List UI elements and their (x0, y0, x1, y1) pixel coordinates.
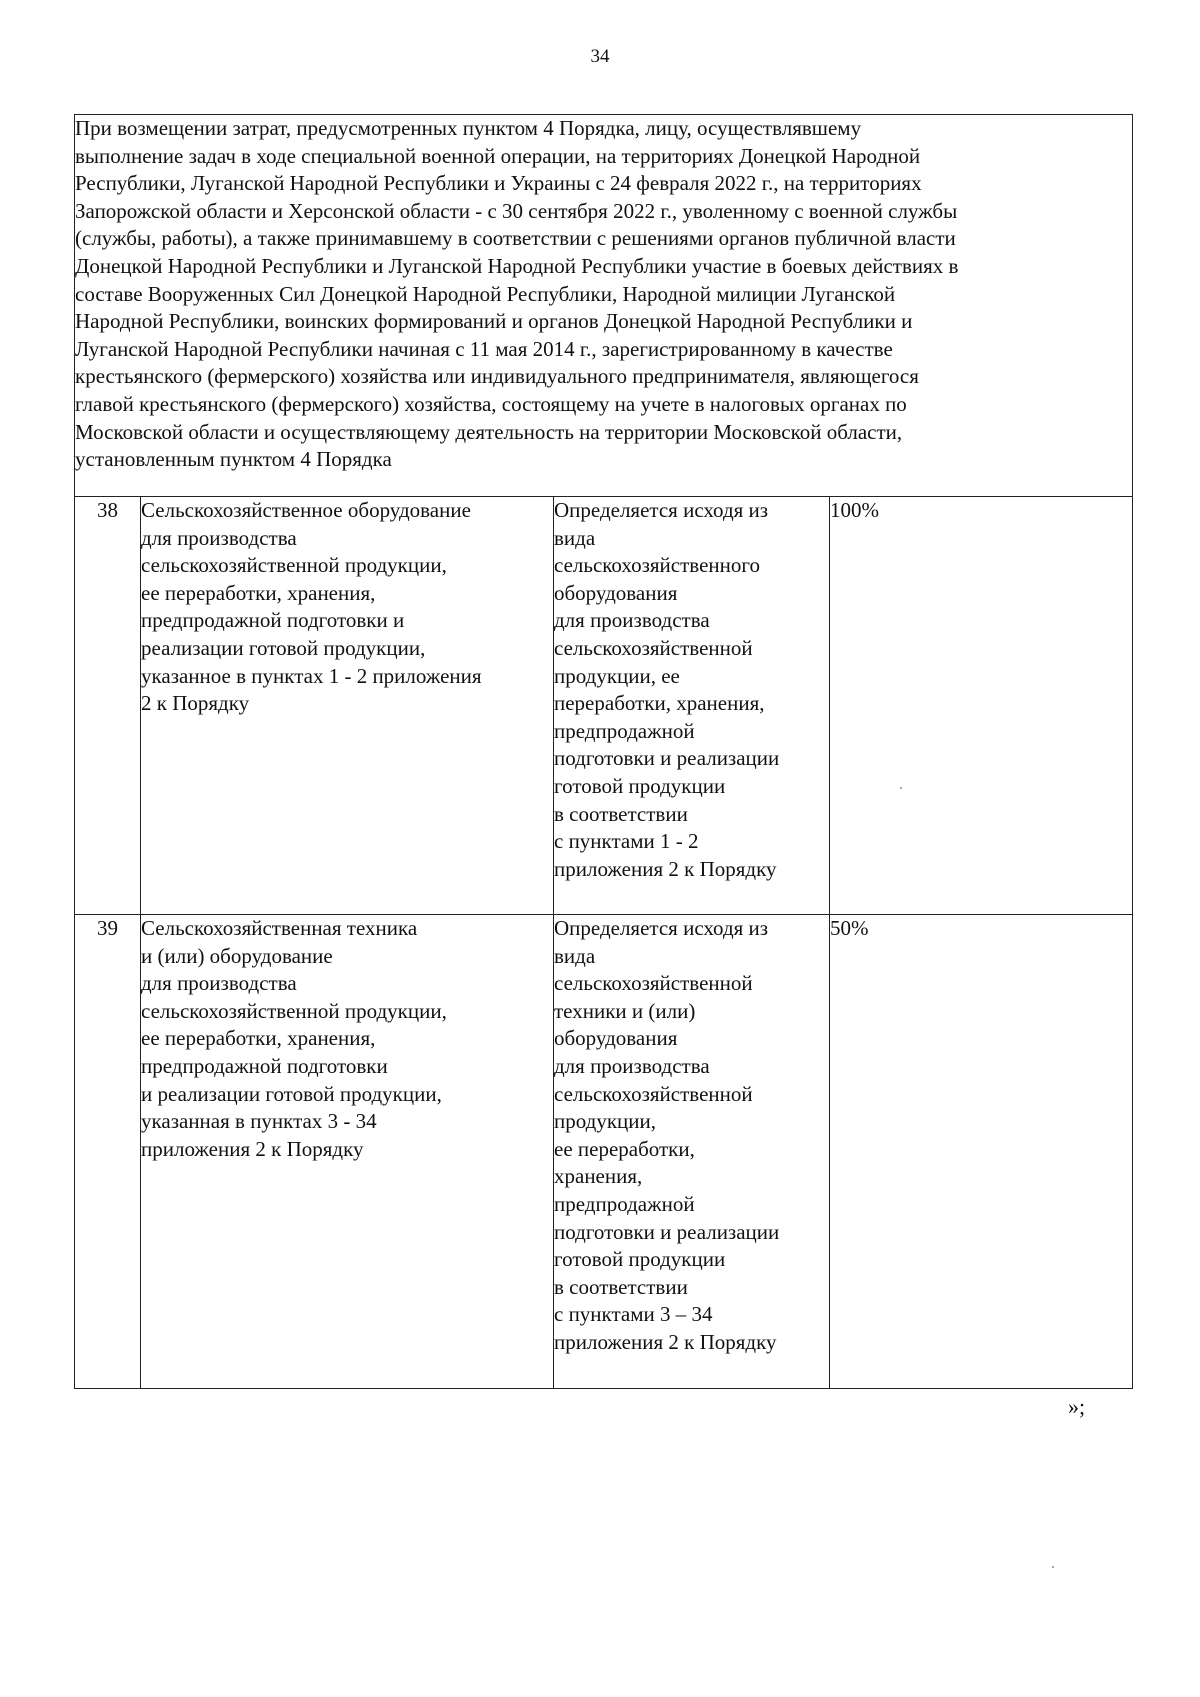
condition-line: Определяется исходя из (554, 916, 769, 940)
condition-line: оборудования (554, 1026, 678, 1051)
description-line: и (или) оборудование (141, 943, 333, 968)
description-line: сельскохозяйственной продукции, (141, 998, 447, 1023)
intro-line: установленным пунктом 4 Порядка (75, 447, 392, 472)
description-line: 2 к Порядку (141, 691, 250, 716)
description-line: сельскохозяйственной продукции, (141, 553, 447, 578)
intro-line: Народной Республики, воинских формирований и органов Донецкой Народной Республики и (75, 309, 913, 334)
condition-line: подготовки и реализации (554, 746, 780, 771)
table-row (75, 497, 1133, 915)
intro-line: Луганской Народной Республики начиная с 11 мая 2014 г., зарегистрированному в качестве (75, 336, 893, 361)
row-condition (554, 915, 830, 1389)
row-rate: 50% (830, 915, 1133, 1389)
condition-line: переработки, хранения, (554, 691, 765, 716)
condition-line: Определяется исходя из (554, 498, 769, 522)
intro-line: составе Вооруженных Сил Донецкой Народной Республики, Народной милиции Луганской (75, 281, 896, 306)
intro-line: крестьянского (фермерского) хозяйства или индивидуального предпринимателя, являющегося (75, 364, 919, 389)
intro-line: главой крестьянского (фермерского) хозяйства, состоящему на учете в налоговых органах по (75, 391, 907, 416)
condition-line: продукции, ее (554, 663, 680, 688)
description-line: указанная в пунктах 3 - 34 (141, 1109, 377, 1134)
description-line: и реализации готовой продукции, (141, 1081, 442, 1106)
condition-line: с пунктами 3 – 34 (554, 1302, 713, 1327)
condition-line: техники и (или) (554, 998, 696, 1023)
condition-line: готовой продукции (554, 773, 726, 798)
compensation-table (74, 114, 1133, 1389)
intro-line: Запорожской области и Херсонской области - с 30 сентября 2022 г., уволенному с военной службы (75, 198, 958, 223)
description-line: приложения 2 к Порядку (141, 1136, 364, 1161)
description-line: ее переработки, хранения, (141, 580, 376, 605)
condition-line: вида (554, 525, 596, 550)
condition-line: приложения 2 к Порядку (554, 856, 777, 881)
description-line: для производства (141, 971, 297, 996)
condition-line: сельскохозяйственной (554, 635, 753, 660)
description-line: Сельскохозяйственная техника (141, 916, 418, 940)
condition-line: в соответствии (554, 1274, 688, 1299)
condition-line: приложения 2 к Порядку (554, 1329, 777, 1354)
scan-speck (1052, 1566, 1054, 1568)
row-description (141, 915, 554, 1389)
description-line: Сельскохозяйственное оборудование (141, 498, 471, 522)
scan-speck (900, 787, 902, 789)
description-line: реализации готовой продукции, (141, 635, 426, 660)
row-rate: 100% (830, 497, 1133, 915)
intro-cell (75, 115, 1133, 497)
page-number: 34 (590, 46, 610, 67)
description-line: предпродажной подготовки и (141, 608, 405, 633)
condition-line: предпродажной (554, 1191, 695, 1216)
condition-line: подготовки и реализации (554, 1219, 780, 1244)
condition-line: хранения, (554, 1164, 643, 1189)
condition-line: в соответствии (554, 801, 688, 826)
intro-line: выполнение задач в ходе специальной военной операции, на территориях Донецкой Народной (75, 143, 921, 168)
intro-line: Донецкой Народной Республики и Луганской Народной Республики участие в боевых действиях в (75, 253, 959, 278)
condition-line: оборудования (554, 580, 678, 605)
condition-line: с пунктами 1 - 2 (554, 829, 699, 854)
condition-line: для производства (554, 1053, 710, 1078)
condition-line: сельскохозяйственной (554, 971, 753, 996)
condition-line: вида (554, 943, 596, 968)
intro-line: Московской области и осуществляющему деятельность на территории Московской области, (75, 419, 903, 444)
condition-line: предпродажной (554, 718, 695, 743)
intro-line: Республики, Луганской Народной Республики и Украины с 24 февраля 2022 г., на территориях (75, 171, 922, 196)
condition-line: для производства (554, 608, 710, 633)
description-line: для производства (141, 525, 297, 550)
condition-line: сельскохозяйственной (554, 1081, 753, 1106)
row-number: 38 (75, 497, 141, 915)
row-number: 39 (75, 915, 141, 1389)
intro-line: При возмещении затрат, предусмотренных пунктом 4 Порядка, лицу, осуществлявшему (75, 116, 862, 140)
condition-line: сельскохозяйственного (554, 553, 760, 578)
closing-quote-mark: »; (1068, 1394, 1086, 1419)
row-condition (554, 497, 830, 915)
condition-line: готовой продукции (554, 1247, 726, 1272)
row-description (141, 497, 554, 915)
intro-line: (службы, работы), а также принимавшему в соответствии с решениями органов публичной власти (75, 226, 956, 251)
table-row (75, 915, 1133, 1389)
description-line: указанное в пунктах 1 - 2 приложения (141, 663, 482, 688)
description-line: предпродажной подготовки (141, 1053, 388, 1078)
intro-row (75, 115, 1133, 497)
condition-line: ее переработки, (554, 1136, 695, 1161)
condition-line: продукции, (554, 1109, 656, 1134)
description-line: ее переработки, хранения, (141, 1026, 376, 1051)
